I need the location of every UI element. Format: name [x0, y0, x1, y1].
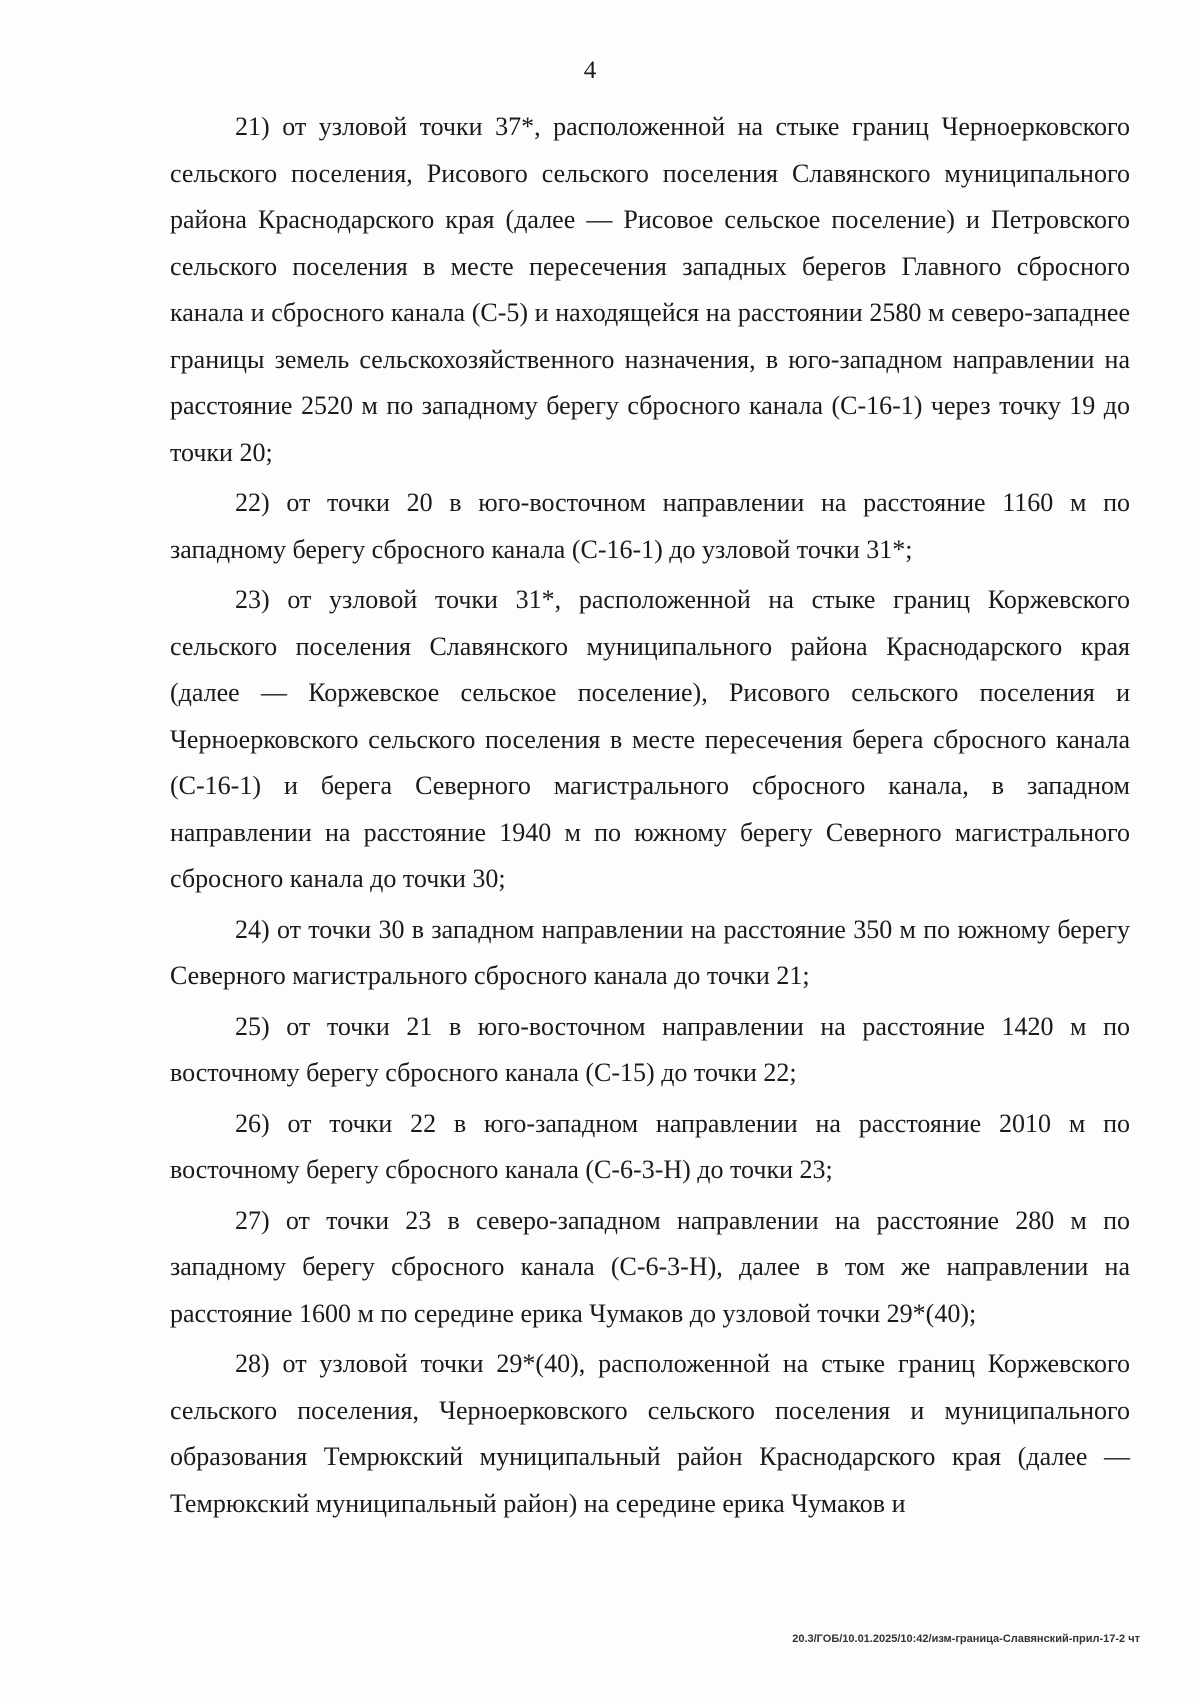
document-footer-code: 20.3/ГОБ/10.01.2025/10:42/изм-граница-Славянский-прил-17-2 чт — [792, 1633, 1140, 1645]
paragraph-25: 25) от точки 21 в юго-восточном направлении на расстояние 1420 м по восточному берегу сбросного канала (С-15) до точки 22; — [170, 1011, 1130, 1087]
page-number: 4 — [583, 57, 597, 84]
paragraph-21: 21) от узловой точки 37*, расположенной на стыке границ Черноерковского сельского поселения, Рисового сельского поселения Славянского муниципального района Краснодарского края (далее — Рисовое сельское поселение) и Петровского сельского поселения в месте пересечения западных берегов Главного сбросного канала и сбросного канала (С-5) и находящейся на расстоянии 2580 м северо-западнее границы земель сельскохозяйственного назначения, в юго-западном направлении на расстояние 2520 м по западному берегу сбросного канала (С-16-1) через точку 19 до точки 20; — [170, 112, 1130, 467]
document-body — [170, 104, 1130, 1531]
paragraph-22: 22) от точки 20 в юго-восточном направлении на расстояние 1160 м по западному берегу сбросного канала (С-16-1) до узловой точки 31*; — [170, 488, 1130, 564]
paragraph-27: 27) от точки 23 в северо-западном направлении на расстояние 280 м по западному берегу сбросного канала (С-6-3-Н), далее в том же направлении на расстояние 1600 м по середине ерика Чумаков до узловой точки 29*(40); — [170, 1205, 1130, 1328]
paragraph-23: 23) от узловой точки 31*, расположенной на стыке границ Коржевского сельского поселения Славянского муниципального района Краснодарского края (далее — Коржевское сельское поселение), Рисового сельского поселения и Черноерковского сельского поселения в месте пересечения берега сбросного канала (С-16-1) и берега Северного магистрального сбросного канала, в западном направлении на расстояние 1940 м по южному берегу Северного магистрального сбросного канала до точки 30; — [170, 585, 1130, 893]
paragraph-24: 24) от точки 30 в западном направлении на расстояние 350 м по южному берегу Северного магистрального сбросного канала до точки 21; — [170, 914, 1130, 990]
paragraph-28: 28) от узловой точки 29*(40), расположенной на стыке границ Коржевского сельского поселения, Черноерковского сельского поселения и муниципального образования Темрюкский муниципальный район Краснодарского края (далее — Темрюкский муниципальный район) на середине ерика Чумаков и — [170, 1349, 1130, 1518]
paragraph-26: 26) от точки 22 в юго-западном направлении на расстояние 2010 м по восточному берегу сбросного канала (С-6-3-Н) до точки 23; — [170, 1108, 1130, 1184]
